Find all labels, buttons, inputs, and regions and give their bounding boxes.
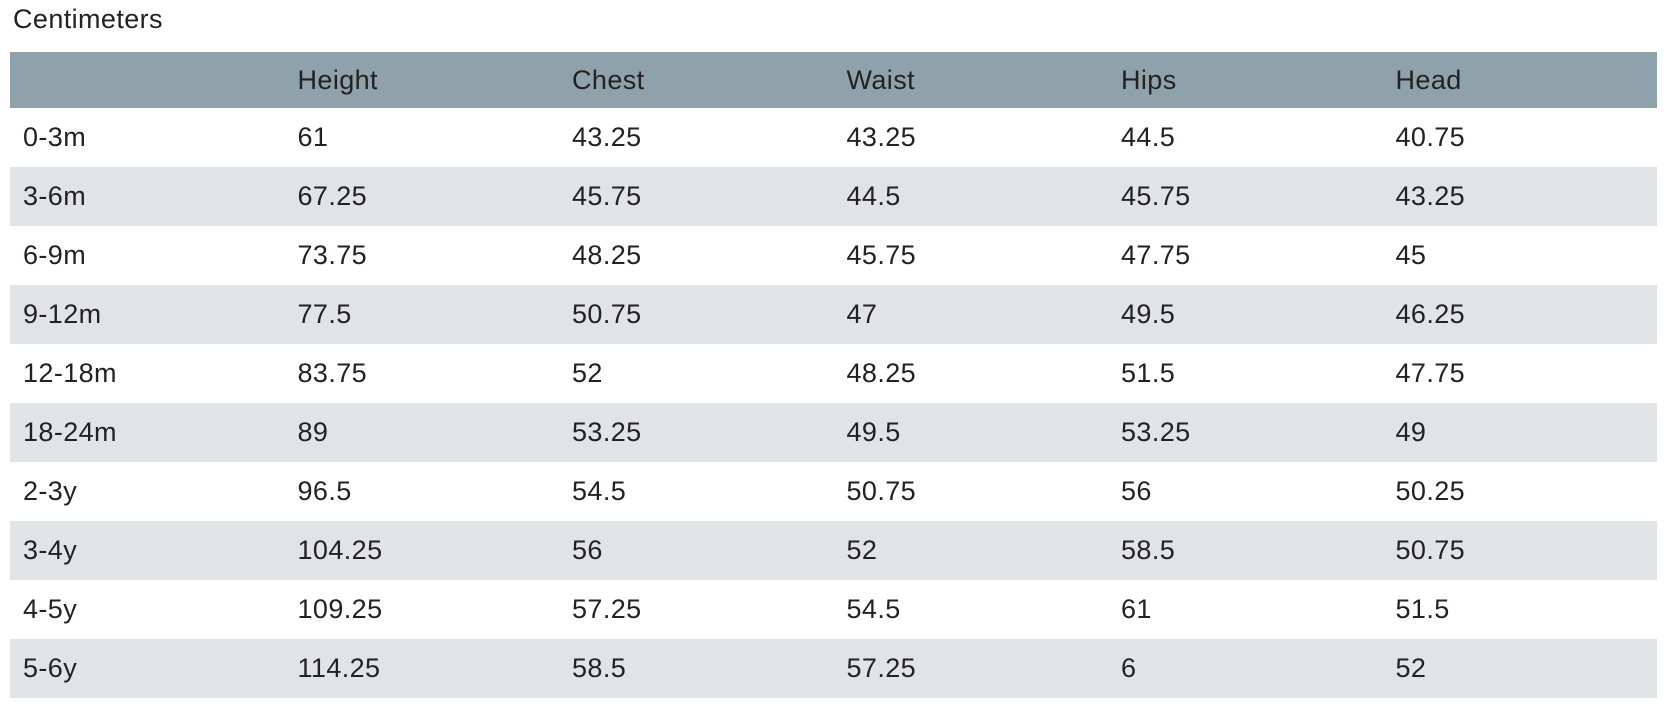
measurement-cell: 6: [1121, 653, 1137, 683]
row-label: 0-3m: [23, 122, 87, 152]
row-label: 2-3y: [23, 476, 78, 506]
measurement-cell: 109.25: [297, 594, 383, 624]
measurement-cell: 46.25: [1395, 299, 1466, 329]
measurement-cell: 50.75: [1395, 535, 1466, 565]
table-row: [10, 639, 1657, 698]
row-label: 18-24m: [23, 417, 117, 447]
measurement-cell: 45: [1395, 240, 1427, 270]
table-body: [10, 108, 1657, 698]
measurement-cell: 57.25: [846, 653, 917, 683]
measurement-cell: 49.5: [846, 417, 901, 447]
measurement-cell: 58.5: [1121, 535, 1176, 565]
measurement-cell: 44.5: [1121, 122, 1176, 152]
table-row: [10, 403, 1657, 462]
header-cell-waist: Waist: [846, 64, 915, 95]
measurement-cell: 48.25: [846, 358, 917, 388]
table-row: [10, 580, 1657, 639]
header-cell-hips: Hips: [1121, 64, 1177, 95]
measurement-cell: 47.75: [1395, 358, 1466, 388]
table-row: [10, 226, 1657, 285]
measurement-cell: 47: [846, 299, 878, 329]
measurement-cell: 50.75: [572, 299, 642, 329]
page-title: Centimeters: [13, 4, 163, 34]
measurement-cell: 50.75: [846, 476, 917, 506]
measurement-cell: 53.25: [1121, 417, 1191, 447]
row-label: 5-6y: [23, 653, 78, 683]
measurement-cell: 50.25: [1395, 476, 1466, 506]
measurement-cell: 45.75: [572, 181, 642, 211]
row-label: 9-12m: [23, 299, 102, 329]
table-row: [10, 344, 1657, 403]
table-row: [10, 285, 1657, 344]
measurement-cell: 104.25: [297, 535, 383, 565]
header-cell-size: [10, 52, 285, 108]
measurement-cell: 54.5: [846, 594, 901, 624]
measurement-cell: 43.25: [1395, 181, 1466, 211]
measurement-cell: 51.5: [1121, 358, 1176, 388]
measurement-cell: 61: [1121, 594, 1152, 624]
measurement-cell: 58.5: [572, 653, 627, 683]
measurement-cell: 45.75: [1121, 181, 1191, 211]
header-cell-height: Height: [297, 64, 378, 95]
measurement-cell: 54.5: [572, 476, 627, 506]
measurement-cell: 89: [297, 417, 329, 447]
header-cell-chest: Chest: [572, 64, 645, 95]
table-row: [10, 167, 1657, 226]
measurement-cell: 57.25: [572, 594, 642, 624]
table-row: [10, 521, 1657, 580]
measurement-cell: 96.5: [297, 476, 352, 506]
measurement-cell: 45.75: [846, 240, 917, 270]
measurement-cell: 48.25: [572, 240, 642, 270]
measurement-cell: 83.75: [297, 358, 368, 388]
measurement-cell: 43.25: [572, 122, 642, 152]
measurement-cell: 52: [572, 358, 603, 388]
row-label: 12-18m: [23, 358, 117, 388]
measurement-cell: 53.25: [572, 417, 642, 447]
row-label: 3-4y: [23, 535, 78, 565]
measurement-cell: 56: [1121, 476, 1152, 506]
row-label: 6-9m: [23, 240, 87, 270]
measurement-cell: 73.75: [297, 240, 368, 270]
measurement-cell: 52: [846, 535, 878, 565]
header-cell-head: Head: [1395, 64, 1462, 95]
measurement-cell: 61: [297, 122, 329, 152]
measurement-cell: 56: [572, 535, 603, 565]
measurement-cell: 40.75: [1395, 122, 1466, 152]
measurement-cell: 43.25: [846, 122, 917, 152]
measurement-cell: 67.25: [297, 181, 368, 211]
measurement-cell: 47.75: [1121, 240, 1191, 270]
measurement-cell: 52: [1395, 653, 1427, 683]
table-row: [10, 108, 1657, 167]
measurement-cell: 49: [1395, 417, 1427, 447]
measurement-cell: 51.5: [1395, 594, 1450, 624]
header-row: [10, 52, 1657, 108]
table-row: [10, 462, 1657, 521]
measurement-cell: 44.5: [846, 181, 901, 211]
measurement-cell: 77.5: [297, 299, 352, 329]
row-label: 3-6m: [23, 181, 87, 211]
size-table: [10, 52, 1657, 698]
measurement-cell: 114.25: [297, 653, 381, 683]
measurement-cell: 49.5: [1121, 299, 1176, 329]
row-label: 4-5y: [23, 594, 78, 624]
